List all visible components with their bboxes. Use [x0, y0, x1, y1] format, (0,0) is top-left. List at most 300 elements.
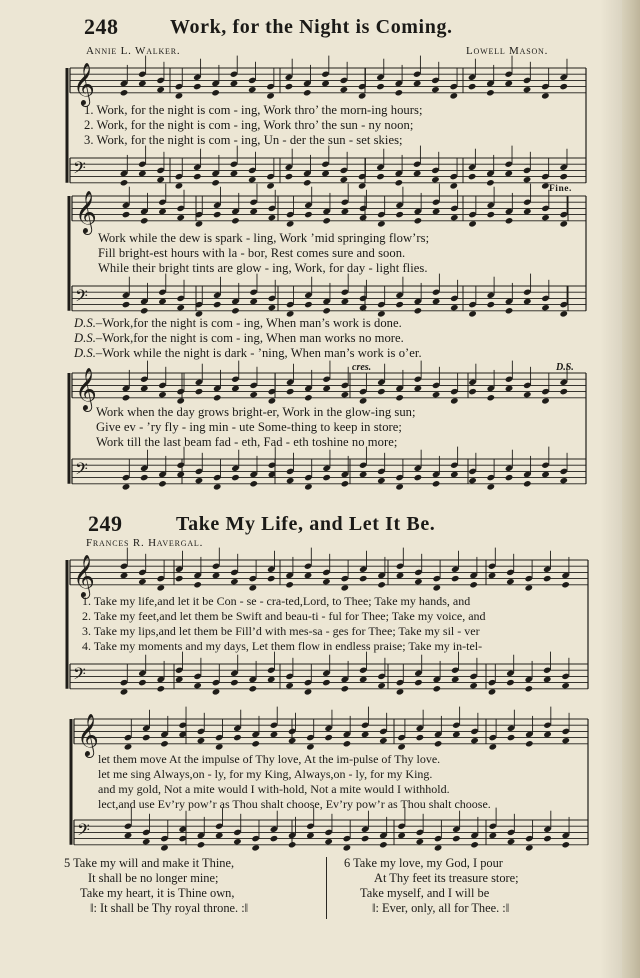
- note-head: [561, 841, 570, 848]
- note-head: [215, 743, 224, 750]
- note-head: [358, 92, 367, 99]
- note-head: [158, 208, 167, 215]
- note-head: [504, 170, 513, 177]
- note-head: [359, 676, 368, 683]
- note-head: [468, 388, 477, 395]
- note-head: [322, 679, 331, 686]
- note-head: [377, 388, 386, 395]
- note-head: [212, 688, 221, 695]
- verse-6: [344, 856, 519, 916]
- lyric-line: 1. Take my life,and let it be Con - se - cra-ted,Lord, to Thee; Take my hands, and: [82, 594, 471, 608]
- treble-clef: 𝄞: [77, 711, 99, 756]
- verse-5: [64, 856, 248, 916]
- note-head: [397, 832, 406, 839]
- lyric-line: Work while the dew is spark - ling, Work ’mid springing flow’rs;: [98, 231, 430, 245]
- note-head: [215, 832, 224, 839]
- note-head: [395, 483, 404, 490]
- author-249: Frances R. Havergal.: [86, 537, 204, 549]
- note-head: [176, 214, 185, 221]
- note-head: [486, 89, 495, 96]
- note-head: [432, 391, 441, 398]
- note-head: [306, 832, 315, 839]
- lyric-line: let them move At the impulse of Thy love, At the im-pulse of Thy love.: [98, 752, 441, 766]
- bass-clef: 𝄢: [75, 286, 88, 310]
- note-head: [138, 578, 147, 585]
- hymn-number-249: 249: [88, 511, 123, 536]
- note-head: [468, 173, 477, 180]
- note-head: [122, 301, 131, 308]
- note-head: [267, 575, 276, 582]
- note-head: [414, 217, 423, 224]
- note-head: [505, 217, 514, 224]
- note-head: [249, 298, 258, 305]
- note-head: [266, 182, 275, 189]
- note-head: [395, 301, 404, 308]
- note-head: [433, 685, 442, 692]
- note-head: [359, 471, 368, 478]
- note-head: [120, 179, 129, 186]
- ds-mark: D.S.: [556, 362, 574, 373]
- note-head: [249, 584, 258, 591]
- lyric-line: lect,and use Ev’ry pow’r as Thou shalt choose, Ev’ry pow’r as Thou shalt choose.: [98, 797, 491, 811]
- note-head: [559, 477, 568, 484]
- note-head: [468, 310, 477, 317]
- note-head: [505, 385, 514, 392]
- note-head: [249, 208, 258, 215]
- ds-text: –Work while the night is dark - ’ning, When man’s work is o’er.: [95, 346, 422, 360]
- ds-line: [74, 331, 404, 346]
- note-head: [525, 844, 534, 851]
- lyric-line: Give ev - ’ry fly - ing min - ute Some-thing to keep in store;: [96, 420, 402, 434]
- note-head: [468, 220, 477, 227]
- note-head: [561, 581, 570, 588]
- note-head: [434, 740, 443, 747]
- note-head: [249, 685, 258, 692]
- cres-mark: cres.: [352, 362, 372, 373]
- note-head: [507, 838, 516, 845]
- note-head: [249, 391, 258, 398]
- hymn-number-248: 248: [84, 14, 119, 39]
- note-head: [251, 844, 260, 851]
- note-head: [285, 83, 294, 90]
- bass-clef: 𝄢: [75, 459, 88, 483]
- note-head: [268, 397, 277, 404]
- note-head: [120, 688, 129, 695]
- note-head: [359, 575, 368, 582]
- verse-line: It shall be no longer mine;: [88, 871, 219, 885]
- note-head: [361, 731, 370, 738]
- note-head: [507, 734, 516, 741]
- note-head: [468, 83, 477, 90]
- note-head: [138, 80, 147, 87]
- note-head: [413, 170, 422, 177]
- verse-line: At Thy feet its treasure store;: [374, 871, 519, 885]
- note-head: [340, 176, 349, 183]
- ds-line: [74, 316, 402, 331]
- note-head: [322, 474, 331, 481]
- note-head: [451, 676, 460, 683]
- note-head: [266, 92, 275, 99]
- note-head: [122, 394, 131, 401]
- note-head: [321, 170, 330, 177]
- note-head: [359, 214, 368, 221]
- note-head: [156, 176, 165, 183]
- note-head: [158, 391, 167, 398]
- note-head: [140, 385, 149, 392]
- composer-248: Lowell Mason.: [466, 45, 549, 57]
- note-head: [377, 220, 386, 227]
- verse-number: 5: [64, 856, 71, 870]
- note-head: [304, 688, 313, 695]
- note-head: [505, 474, 514, 481]
- note-head: [160, 844, 169, 851]
- lyric-line: 3. Take my lips,and let them be Fill’d with mes-sa - ges for Thee; Take my sil - ver: [82, 624, 480, 638]
- note-head: [124, 832, 133, 839]
- treble-clef: 𝄞: [73, 60, 95, 105]
- note-head: [142, 838, 151, 845]
- lyric-line: 2. Take my feet,and let them be Swift and beau-ti - ful for Thee; Take my voice, and: [82, 609, 486, 623]
- note-head: [470, 737, 479, 744]
- note-head: [541, 471, 550, 478]
- note-head: [377, 682, 386, 689]
- note-head: [489, 743, 498, 750]
- note-head: [449, 92, 458, 99]
- verse-divider: [326, 857, 327, 919]
- note-head: [523, 176, 532, 183]
- note-head: [543, 676, 552, 683]
- note-head: [285, 682, 294, 689]
- verse-line: ‖: Ever, only, all for Thee. :‖: [372, 901, 510, 915]
- treble-clef: 𝄞: [75, 365, 97, 410]
- note-head: [175, 92, 184, 99]
- note-head: [157, 584, 166, 591]
- ds-line: [74, 346, 422, 361]
- note-head: [559, 388, 568, 395]
- note-head: [416, 838, 425, 845]
- note-head: [488, 688, 497, 695]
- note-head: [559, 220, 568, 227]
- note-head: [304, 483, 313, 490]
- note-head: [193, 83, 202, 90]
- note-head: [124, 743, 133, 750]
- note-head: [376, 173, 385, 180]
- note-head: [138, 170, 147, 177]
- note-head: [341, 391, 350, 398]
- note-head: [233, 734, 242, 741]
- note-head: [396, 572, 405, 579]
- ds-label: D.S.: [74, 346, 96, 360]
- note-head: [414, 679, 423, 686]
- note-head: [395, 179, 404, 186]
- note-head: [341, 298, 350, 305]
- note-head: [213, 483, 222, 490]
- note-head: [541, 304, 550, 311]
- note-head: [525, 584, 534, 591]
- note-head: [470, 841, 479, 848]
- note-head: [230, 170, 239, 177]
- note-head: [486, 179, 495, 186]
- verse-number: 6: [344, 856, 351, 870]
- note-head: [487, 211, 496, 218]
- note-head: [193, 682, 202, 689]
- note-head: [395, 211, 404, 218]
- note-head: [306, 743, 315, 750]
- note-head: [176, 471, 185, 478]
- note-head: [469, 682, 478, 689]
- note-head: [488, 572, 497, 579]
- note-head: [395, 89, 404, 96]
- note-head: [559, 310, 568, 317]
- note-head: [176, 397, 185, 404]
- note-head: [213, 394, 222, 401]
- note-head: [193, 173, 202, 180]
- note-head: [377, 581, 386, 588]
- note-head: [468, 477, 477, 484]
- lyric-line: 4. Take my moments and my days, Let them flow in endless praise; Take my in-tel-: [82, 639, 483, 653]
- note-head: [230, 578, 239, 585]
- note-head: [213, 301, 222, 308]
- note-head: [543, 575, 552, 582]
- note-head: [251, 740, 260, 747]
- note-head: [359, 304, 368, 311]
- note-head: [270, 731, 279, 738]
- note-head: [431, 176, 440, 183]
- note-head: [158, 480, 167, 487]
- note-head: [231, 217, 240, 224]
- note-head: [140, 307, 149, 314]
- verse-line: ‖: It shall be Thy royal throne. :‖: [90, 901, 249, 915]
- note-head: [156, 86, 165, 93]
- note-head: [286, 388, 295, 395]
- note-head: [543, 835, 552, 842]
- bass-clef: 𝄢: [73, 664, 86, 688]
- note-head: [303, 89, 312, 96]
- verse-line: Take myself, and I will be: [360, 886, 490, 900]
- ds-label: D.S.: [74, 331, 96, 345]
- note-head: [197, 737, 206, 744]
- note-head: [122, 211, 131, 218]
- note-head: [414, 385, 423, 392]
- note-head: [288, 737, 297, 744]
- note-head: [340, 86, 349, 93]
- note-head: [324, 734, 333, 741]
- note-head: [379, 737, 388, 744]
- note-head: [175, 575, 184, 582]
- lyric-line: 2. Work, for the night is com - ing, Work thro’ the sun - ny noon;: [84, 118, 414, 132]
- note-head: [434, 844, 443, 851]
- note-head: [541, 214, 550, 221]
- hymn-title-249: Take My Life, and Let It Be.: [176, 513, 436, 535]
- note-head: [397, 743, 406, 750]
- note-head: [416, 734, 425, 741]
- note-head: [286, 477, 295, 484]
- note-head: [376, 83, 385, 90]
- note-head: [140, 217, 149, 224]
- note-head: [157, 685, 166, 692]
- note-head: [140, 474, 149, 481]
- note-head: [523, 480, 532, 487]
- note-head: [122, 483, 131, 490]
- note-head: [561, 737, 570, 744]
- note-head: [561, 682, 570, 689]
- note-head: [433, 584, 442, 591]
- lyric-line: Fill bright-est hours with la - bor, Rest comes sure and soon.: [98, 246, 406, 260]
- note-head: [341, 480, 350, 487]
- note-head: [249, 480, 258, 487]
- note-head: [432, 480, 441, 487]
- note-head: [288, 841, 297, 848]
- note-head: [452, 731, 461, 738]
- note-head: [413, 80, 422, 87]
- note-head: [193, 581, 202, 588]
- lyric-line: While their bright tints are glow - ing, Work, for day - light flies.: [98, 261, 428, 275]
- note-head: [489, 832, 498, 839]
- note-head: [195, 220, 204, 227]
- note-head: [361, 835, 370, 842]
- note-head: [341, 584, 350, 591]
- note-head: [541, 92, 550, 99]
- note-head: [268, 214, 277, 221]
- note-head: [450, 214, 459, 221]
- note-head: [303, 179, 312, 186]
- fine-mark: Fine.: [549, 184, 572, 194]
- note-head: [304, 211, 313, 218]
- note-head: [487, 301, 496, 308]
- note-head: [395, 394, 404, 401]
- note-head: [322, 217, 331, 224]
- note-head: [450, 397, 459, 404]
- note-head: [231, 307, 240, 314]
- note-head: [231, 474, 240, 481]
- note-head: [523, 86, 532, 93]
- note-head: [233, 838, 242, 845]
- lyric-line: Work till the last beam fad - eth, Fad - eth toshine no more;: [96, 435, 398, 449]
- treble-clef: 𝄞: [73, 552, 95, 597]
- note-head: [359, 397, 368, 404]
- note-head: [341, 208, 350, 215]
- verse-line: Take my will and make it Thine,: [73, 856, 235, 870]
- note-head: [270, 835, 279, 842]
- ds-text: –Work,for the night is com - ing, When man works no more.: [95, 331, 404, 345]
- note-head: [321, 80, 330, 87]
- note-head: [267, 676, 276, 683]
- note-head: [525, 685, 534, 692]
- note-head: [285, 581, 294, 588]
- hymn-title-248: Work, for the Night is Coming.: [170, 16, 453, 38]
- verse-line: Take my heart, it is Thine own,: [80, 886, 235, 900]
- note-head: [211, 179, 220, 186]
- lyric-line: 3. Work, for the night is com - ing, Un - der the sun - set skies;: [84, 133, 403, 147]
- note-head: [377, 477, 386, 484]
- note-head: [213, 211, 222, 218]
- note-head: [142, 734, 151, 741]
- note-head: [285, 173, 294, 180]
- lyric-line: Work when the day grows bright-er, Work in the glow-ing sun;: [96, 405, 416, 419]
- lyric-line: 1. Work, for the night is com - ing, Work thro’ the morn-ing hours;: [84, 103, 423, 117]
- note-head: [343, 844, 352, 851]
- note-head: [487, 394, 496, 401]
- note-head: [432, 208, 441, 215]
- note-head: [176, 304, 185, 311]
- note-head: [248, 86, 257, 93]
- note-head: [431, 86, 440, 93]
- note-head: [175, 182, 184, 189]
- note-head: [212, 572, 221, 579]
- note-head: [231, 385, 240, 392]
- note-head: [414, 578, 423, 585]
- note-head: [138, 679, 147, 686]
- note-head: [322, 385, 331, 392]
- note-head: [396, 688, 405, 695]
- note-head: [358, 182, 367, 189]
- note-head: [322, 307, 331, 314]
- note-head: [559, 83, 568, 90]
- note-head: [158, 298, 167, 305]
- note-head: [432, 298, 441, 305]
- lyric-line: and my gold, Not a mite would I with-hold, Not a mite would I withhold.: [98, 782, 450, 796]
- note-head: [197, 841, 206, 848]
- note-head: [379, 841, 388, 848]
- note-head: [450, 471, 459, 478]
- note-head: [504, 80, 513, 87]
- ds-text: –Work,for the night is com - ing, When man’s work is done.: [95, 316, 402, 330]
- note-head: [451, 575, 460, 582]
- note-head: [343, 740, 352, 747]
- note-head: [543, 731, 552, 738]
- lyric-line: let me sing Always,on - ly, for my King, Always,on - ly, for my King.: [98, 767, 433, 781]
- note-head: [506, 578, 515, 585]
- note-head: [559, 173, 568, 180]
- note-head: [322, 578, 331, 585]
- note-head: [523, 391, 532, 398]
- note-head: [304, 301, 313, 308]
- note-head: [211, 89, 220, 96]
- bass-clef: 𝄢: [73, 158, 86, 182]
- note-head: [505, 307, 514, 314]
- note-head: [487, 483, 496, 490]
- note-head: [450, 304, 459, 311]
- note-head: [304, 572, 313, 579]
- note-head: [248, 176, 257, 183]
- note-head: [449, 182, 458, 189]
- note-head: [324, 838, 333, 845]
- treble-clef: 𝄞: [75, 188, 97, 233]
- note-head: [195, 477, 204, 484]
- note-head: [195, 388, 204, 395]
- note-head: [341, 685, 350, 692]
- note-head: [286, 220, 295, 227]
- note-head: [230, 80, 239, 87]
- note-head: [525, 740, 534, 747]
- note-head: [523, 208, 532, 215]
- note-head: [452, 835, 461, 842]
- note-head: [160, 740, 169, 747]
- ds-label: D.S.: [74, 316, 96, 330]
- note-head: [506, 679, 515, 686]
- note-head: [469, 581, 478, 588]
- note-head: [541, 397, 550, 404]
- note-head: [414, 474, 423, 481]
- note-head: [230, 679, 239, 686]
- note-head: [268, 304, 277, 311]
- author-248: Annie L. Walker.: [86, 45, 181, 57]
- note-head: [175, 676, 184, 683]
- note-head: [120, 572, 129, 579]
- note-head: [414, 307, 423, 314]
- note-head: [304, 394, 313, 401]
- note-head: [523, 298, 532, 305]
- note-head: [120, 89, 129, 96]
